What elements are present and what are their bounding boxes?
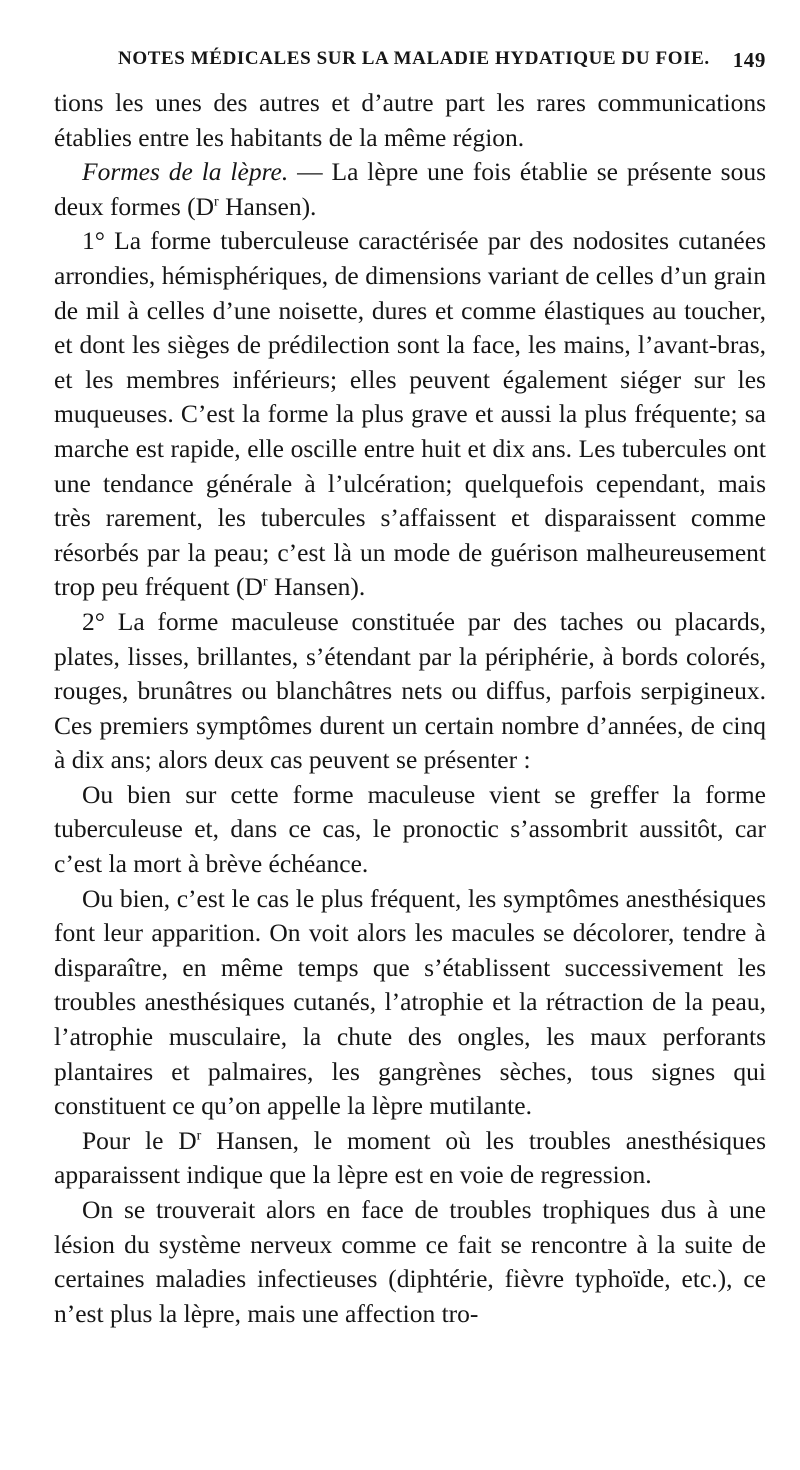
paragraph-text: On se trouverait alors en face de troubles trophiques dus à une lésion du système nerveux comme ce fait se rencontre à la suite de certaines maladies infectieuses (diphtérie, fièvre typhoïde, etc.), ce n’est plus la lèpre, mais une affection tro- bbox=[54, 1195, 766, 1328]
running-header bbox=[54, 42, 766, 78]
running-title: NOTES MÉDICALES SUR LA MALADIE HYDATIQUE DU FOIE. bbox=[118, 48, 710, 69]
paragraph-text: tions les unes des autres et d’autre part les rares communications établies entre les habitants de la même région. bbox=[54, 88, 766, 152]
paragraph-text: — La lèpre une fois établie se présente sous deux formes (D bbox=[54, 157, 766, 221]
paragraph-second-case bbox=[54, 882, 766, 1124]
paragraph-text: 1° La forme tuberculeuse caractérisée par des nodosites cutanées arrondies, hémisphériques, de dimensions variant de celles d’un grain de mil à celles d’une noisette, dures et comme élastiques au toucher, et dont les sièges de prédilection sont la face, les mains, l’avant-bras, et les membres inférieurs; elles peuvent également siéger sur les muqueuses. C’est la forme la plus grave et aussi la plus fréquente; sa marche est rapide, elle oscille entre huit et dix ans. Les tubercules ont une tendance générale à l’ulcération; quelquefois cependant, mais très rarement, les tubercules s’affaissent et disparaissent comme résorbés par la peau; c’est là un mode de guérison malheureusement trop peu fréquent (D bbox=[54, 226, 766, 602]
paragraph-trophic-troubles bbox=[54, 1193, 766, 1331]
superscript-r: r bbox=[214, 194, 219, 210]
paragraph-first-case bbox=[54, 778, 766, 882]
superscript-r: r bbox=[262, 574, 268, 590]
paragraph-text-end: Hansen). bbox=[267, 572, 366, 602]
paragraph-forms-of-leprosy bbox=[54, 155, 766, 224]
paragraph-text: Ou bien sur cette forme maculeuse vient se greffer la forme tuberculeuse et, dans ce cas, le pronoctic s’assombrit aussitôt, car c’est la mort à brève échéance. bbox=[54, 779, 766, 879]
paragraph-tuberculous-form bbox=[54, 224, 766, 605]
superscript-r: r bbox=[196, 1128, 202, 1144]
paragraph-macular-form bbox=[54, 605, 766, 778]
paragraph-text: Ou bien, c’est le cas le plus fréquent, les symptômes anesthésiques font leur apparition. On voit alors les macules se décolorer, tendre à disparaître, en même temps que s’établissent successivement les troubles anesthésiques cutanés, l’atrophie et la rétraction de la peau, l’atrophie musculaire, la chute des ongles, les maux perforants plantaires et palmaires, les gangrènes sèches, tous signes qui constituent ce qu’on appelle la lèpre mutilante. bbox=[54, 883, 766, 1121]
paragraph-continuation bbox=[54, 86, 766, 155]
book-page bbox=[54, 42, 766, 1331]
page-number: 149 bbox=[732, 48, 766, 72]
paragraph-text: 2° La forme maculeuse constituée par des taches ou placards, plates, lisses, brillantes, s’étendant par la périphérie, à bords colorés, rouges, brunâtres ou blanchâtres nets ou diffus, parfois serpigineux. Ces premiers symptômes durent un certain nombre d’années, de cinq à dix ans; alors deux cas peuvent se présenter : bbox=[54, 606, 766, 775]
paragraph-hansen-opinion bbox=[54, 1124, 766, 1193]
section-lead-italic: Formes de la lèpre. bbox=[82, 157, 289, 187]
paragraph-text: Pour le D bbox=[82, 1125, 197, 1155]
paragraph-text-end: Hansen). bbox=[218, 191, 317, 221]
paragraph-text-end: Hansen, le moment où les troubles anesthésiques apparaissent indique que la lèpre est en voie de regression. bbox=[54, 1125, 766, 1190]
